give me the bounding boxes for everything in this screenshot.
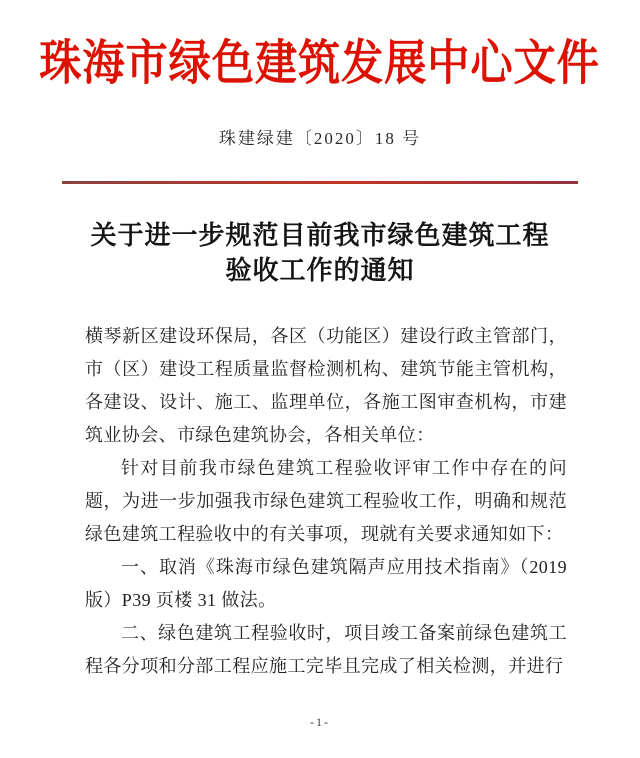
document-body: [85, 320, 567, 683]
red-separator-rule: [62, 181, 578, 184]
document-title-line2: 验收工作的通知: [225, 256, 415, 285]
body-paragraph-item-2: 二、绿色建筑工程验收时，项目竣工备案前绿色建筑工程各分项和分部工程应施工完毕且完成了相关检测，并进行: [85, 623, 567, 676]
letterhead-banner: [0, 34, 640, 94]
body-paragraph-recipients: 横琴新区建设环保局，各区（功能区）建设行政主管部门，市（区）建设工程质量监督检测机构、建筑节能主管机构，各建设、设计、施工、监理单位，各施工图审查机构，市建筑业协会、市绿色建筑协会，各相关单位：: [85, 326, 567, 445]
letterhead-banner-text: 珠海市绿色建筑发展中心文件: [39, 37, 601, 90]
body-paragraph-item-1: 一、取消《珠海市绿色建筑隔声应用技术指南》（2019版）P39 页楼 31 做法。: [85, 557, 567, 610]
document-number: 珠建绿建〔2020〕18 号: [218, 129, 422, 148]
document-title-line1: 关于进一步规范目前我市绿色建筑工程: [90, 221, 550, 250]
body-paragraph-intro: 针对目前我市绿色建筑工程验收评审工作中存在的问题，为进一步加强我市绿色建筑工程验收工作，明确和规范绿色建筑工程验收中的有关事项，现就有关要求通知如下：: [85, 458, 567, 544]
document-title: [0, 218, 640, 288]
page-number: -1-: [310, 715, 330, 729]
